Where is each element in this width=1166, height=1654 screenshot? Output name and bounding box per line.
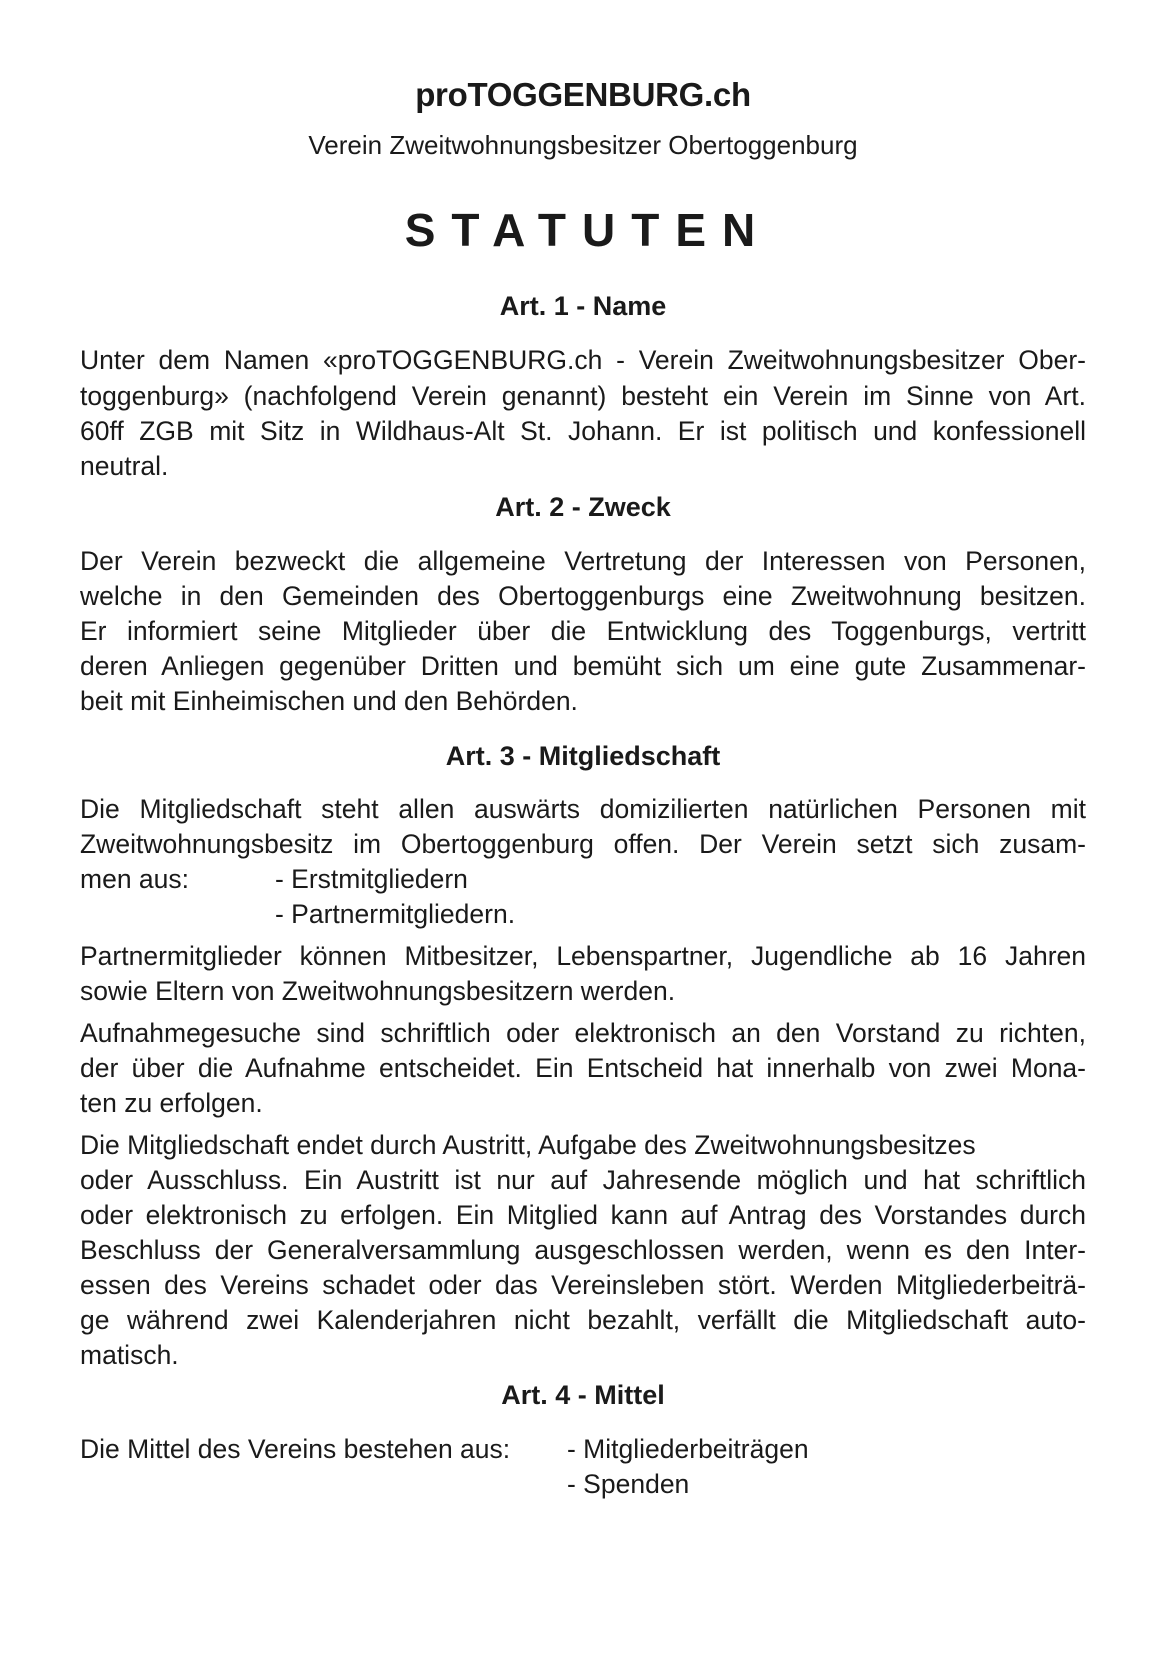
art1-line: toggenburg» (nachfolgend Verein genannt) besteht ein Verein im Sinne von Art.	[80, 381, 1086, 411]
art3-line: sowie Eltern von Zweitwohnungsbesitzern werden.	[80, 976, 676, 1006]
art3-line: Partnermitglieder können Mitbesitzer, Lebenspartner, Jugendliche ab 16 Jahren	[80, 941, 1086, 971]
art3-line: der über die Aufnahme entscheidet. Ein Entscheid hat innerhalb von zwei Mona-	[80, 1053, 1086, 1083]
art3-heading: Art. 3 - Mitgliedschaft	[445, 741, 721, 771]
art1-heading: Art. 1 - Name	[499, 291, 667, 321]
art3-line: ten zu erfolgen.	[80, 1088, 263, 1118]
list-item-first-members: - Erstmitgliedern	[275, 864, 468, 894]
art3-line: oder Ausschluss. Ein Austritt ist nur auf Jahresende möglich und hat schriftlich	[80, 1165, 1086, 1195]
art3-line: Zweitwohnungsbesitz im Obertoggenburg offen. Der Verein setzt sich zusam-	[80, 829, 1086, 859]
art2-line: welche in den Gemeinden des Obertoggenburgs eine Zweitwohnung besitzen.	[80, 581, 1086, 611]
art3-line: Beschluss der Generalversammlung ausgeschlossen werden, wenn es den Inter-	[80, 1235, 1086, 1265]
art3-line: matisch.	[80, 1340, 179, 1370]
association-subtitle: Verein Zweitwohnungsbesitzer Obertoggenburg	[308, 130, 858, 160]
art2-line: beit mit Einheimischen und den Behörden.	[80, 686, 578, 716]
art2-line: Der Verein bezweckt die allgemeine Vertretung der Interessen von Personen,	[80, 546, 1086, 576]
membership-types-label: men aus:	[80, 864, 190, 894]
art1-line: Unter dem Namen «proTOGGENBURG.ch - Verein Zweitwohnungsbesitzer Ober-	[80, 345, 1086, 375]
art2-heading: Art. 2 - Zweck	[495, 492, 671, 522]
art3-line: essen des Vereins schadet oder das Vereinsleben stört. Werden Mitgliederbeiträ-	[80, 1270, 1086, 1300]
art2-line: deren Anliegen gegenüber Dritten und bemüht sich um eine gute Zusammenar-	[80, 651, 1086, 681]
art3-line: Aufnahmegesuche sind schriftlich oder elektronisch an den Vorstand zu richten,	[80, 1018, 1086, 1048]
art4-heading: Art. 4 - Mittel	[501, 1380, 665, 1410]
art3-line: Die Mitgliedschaft steht allen auswärts domizilierten natürlichen Personen mit	[80, 794, 1086, 824]
art3-line: oder elektronisch zu erfolgen. Ein Mitglied kann auf Antrag des Vorstandes durch	[80, 1200, 1086, 1230]
brand-title: proTOGGENBURG.ch	[415, 76, 751, 113]
art1-line: neutral.	[80, 451, 169, 481]
art1-line: 60ff ZGB mit Sitz in Wildhaus-Alt St. Johann. Er ist politisch und konfessionell	[80, 416, 1086, 446]
art3-line: Die Mitgliedschaft endet durch Austritt, Aufgabe des Zweitwohnungsbesitzes	[80, 1130, 976, 1160]
art2-line: Er informiert seine Mitglieder über die Entwicklung des Toggenburgs, vertritt	[80, 616, 1086, 646]
art3-line: ge während zwei Kalenderjahren nicht bezahlt, verfällt die Mitgliedschaft auto-	[80, 1305, 1086, 1335]
funding-label: Die Mittel des Vereins bestehen aus:	[80, 1434, 511, 1464]
list-item-membership-fees: - Mitgliederbeiträgen	[567, 1434, 809, 1464]
list-item-donations: - Spenden	[567, 1469, 690, 1499]
document-title: STATUTEN	[404, 204, 772, 256]
list-item-partner-members: - Partnermitgliedern.	[275, 899, 516, 929]
